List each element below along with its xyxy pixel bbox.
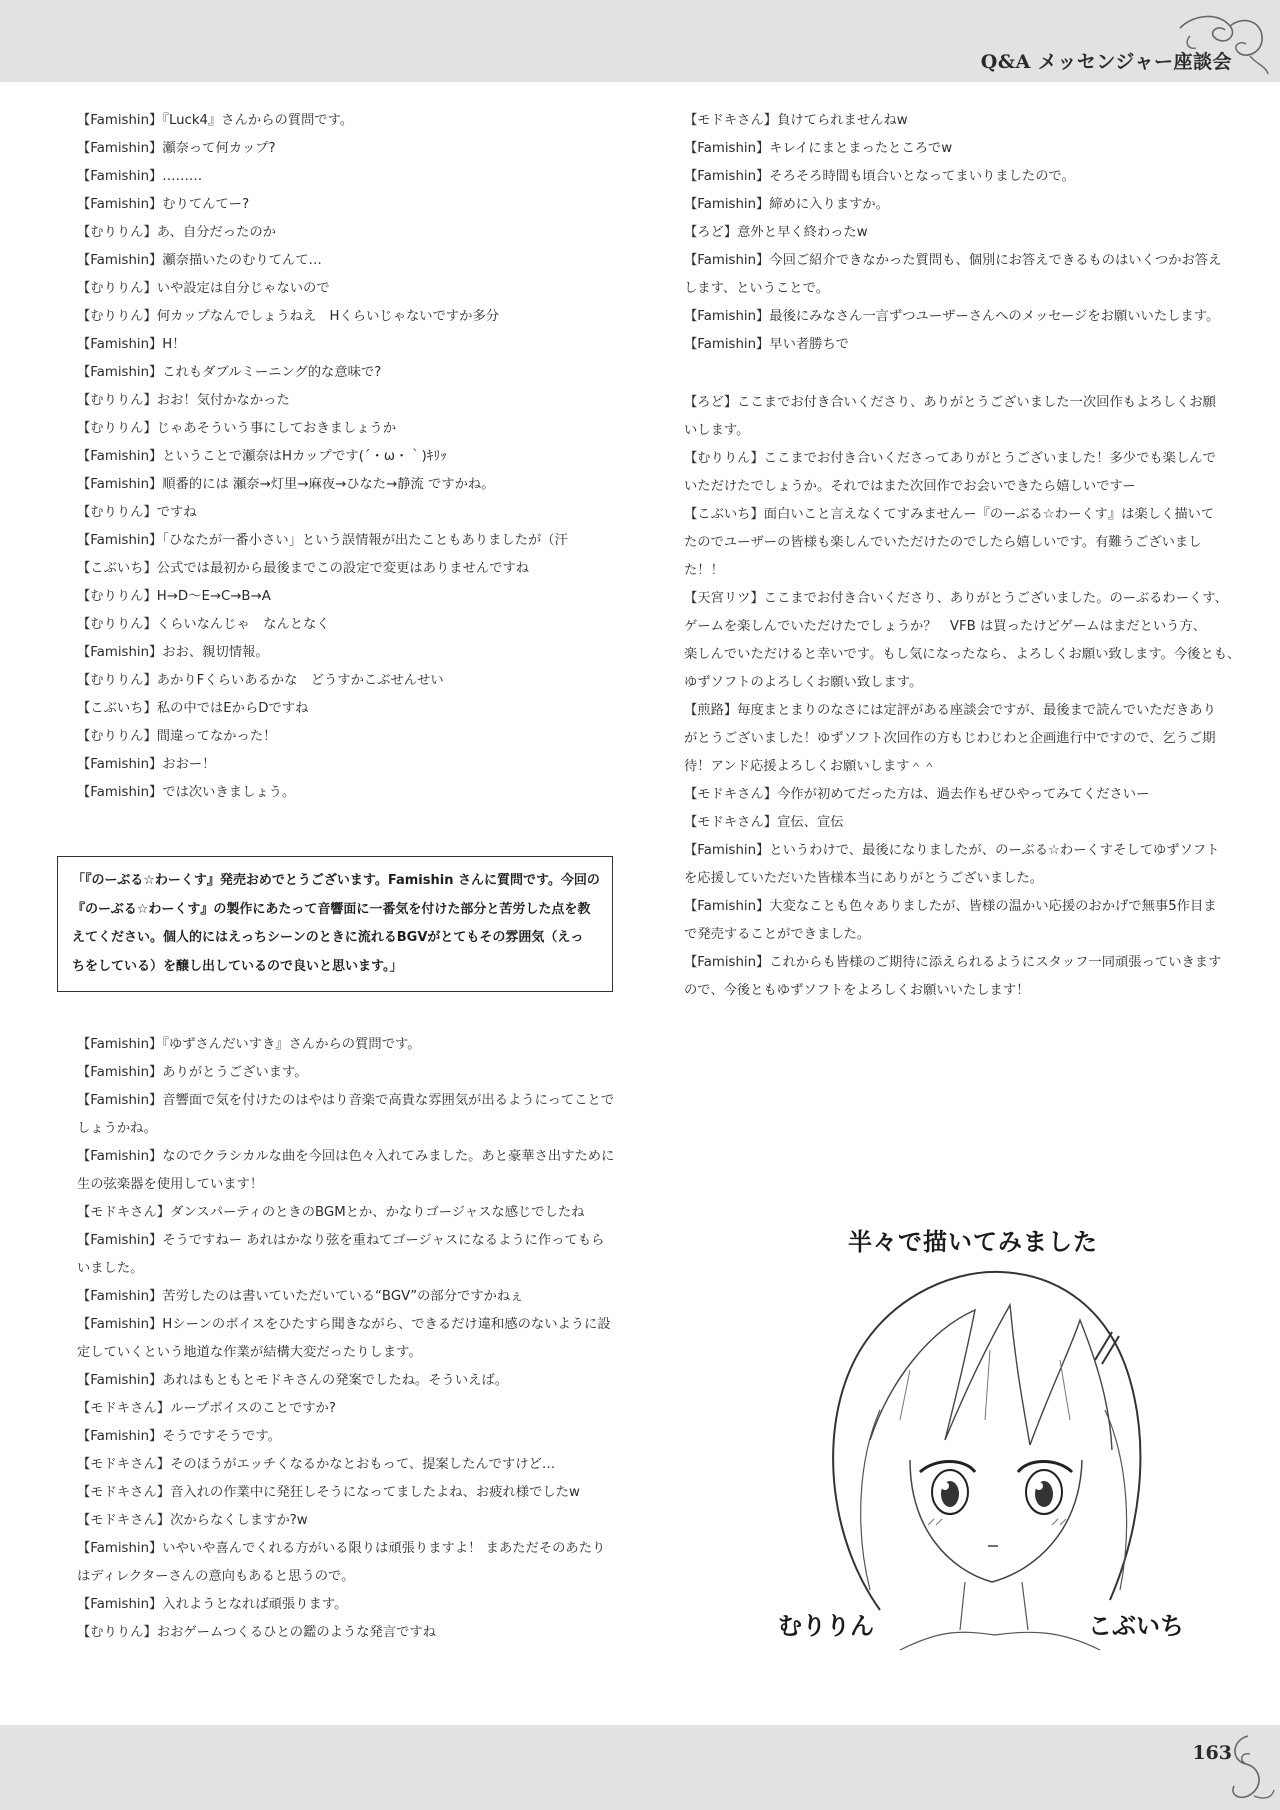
dialogue-line: 【Famishin】これもダブルミーニング的な意味で? — [77, 365, 382, 380]
dialogue-line: 【むりりん】間違ってなかった！ — [77, 729, 277, 744]
dialogue-line: いします。 — [684, 423, 750, 438]
dialogue-line: 【モドキさん】次からなくしますか?w — [77, 1513, 308, 1528]
dialogue-line: 【むりりん】ここまでお付き合いくださってありがとうございました！多少でも楽しんで — [684, 451, 1216, 466]
character-sketch-image — [760, 1210, 1200, 1670]
dialogue-line: 【Famishin】あれはもともとモドキさんの発案でしたね。そういえば。 — [77, 1373, 509, 1388]
dialogue-line: 【天宮リツ】ここまでお付き合いくださり、ありがとうございました。のーぶるわーくす、 — [684, 591, 1228, 606]
dialogue-line: 【むりりん】おお！気付かなかった — [77, 393, 290, 408]
dialogue-line: 【Famishin】では次いきましょう。 — [77, 785, 296, 800]
dialogue-line: 【モドキさん】宣伝、宣伝 — [684, 815, 844, 830]
dialogue-line: 【こぶいち】面白いこと言えなくてすみませんー『のーぶる☆わーくす』は楽しく描いて — [684, 507, 1215, 522]
dialogue-line: たのでユーザーの皆様も楽しんでいただけたのでしたら嬉しいです。有難うございまし — [684, 535, 1202, 550]
artist-name-right: こぶいち — [1088, 1611, 1184, 1640]
dialogue-line: 【モドキさん】そのほうがエッチくなるかなとおもって、提案したんですけど… — [77, 1457, 556, 1472]
dialogue-line: がとうございました！ゆずソフト次回作の方もじわじわと企画進行中ですので、乞うご期 — [684, 731, 1216, 746]
dialogue-line: 【むりりん】あかりFくらいあるかな どうすかこぶせんせい — [77, 673, 444, 688]
dialogue-line: 【Famishin】順番的には 瀬奈→灯里→麻夜→ひなた→静流 ですかね。 — [77, 477, 495, 492]
dialogue-line: 【こぶいち】私の中ではEからDですね — [77, 701, 309, 716]
dialogue-line: します、ということで。 — [684, 281, 829, 296]
dialogue-line: 【Famishin】キレイにまとまったところでw — [684, 141, 953, 156]
dialogue-line: 【Famishin】いやいや喜んでくれる方がいる限りは頑張りますよ！ まあただそのあたり — [77, 1541, 606, 1556]
dialogue-line: 【むりりん】ですね — [77, 505, 197, 520]
footer-band — [0, 1725, 1280, 1810]
dialogue-line: 【モドキさん】ダンスパーティのときのBGMとか、かなりゴージャスな感じでしたね — [77, 1205, 585, 1220]
dialogue-line: 【Famishin】今回ご紹介できなかった質問も、個別にお答えできるものはいくつかお答え — [684, 253, 1222, 268]
dialogue-line: 【Famishin】締めに入りますか。 — [684, 197, 889, 212]
dialogue-line: 【モドキさん】今作が初めてだった方は、過去作もぜひやってみてくださいー — [684, 787, 1150, 802]
dialogue-line: 【むりりん】くらいなんじゃ なんとなく — [77, 617, 330, 632]
dialogue-line: 【Famishin】早い者勝ちで — [684, 337, 849, 352]
footer-ornament-icon — [1218, 1730, 1278, 1806]
dialogue-line: 【むりりん】H→D〜E→C→B→A — [77, 589, 271, 604]
dialogue-line: 【モドキさん】負けてられませんねw — [684, 113, 908, 128]
question-line: 『のーぶる☆わーくす』の製作にあたって音響面に一番気を付けた部分と苦労した点を教 — [72, 901, 591, 917]
dialogue-line: 【Famishin】ということで瀬奈はHカップです(´・ω・｀)ｷﾘｯ — [77, 449, 447, 464]
dialogue-line: 【ろど】ここまでお付き合いくださり、ありがとうございました一次回作もよろしくお願 — [684, 395, 1216, 410]
dialogue-line: 【Famishin】そろそろ時間も頃合いとなってまいりましたので。 — [684, 169, 1075, 184]
dialogue-line: 【Famishin】……… — [77, 169, 203, 184]
dialogue-line: 【Famishin】これからも皆様のご期待に添えられるようにスタッフ一同頑張っていきます — [684, 955, 1222, 970]
dialogue-line: 【Famishin】Hシーンのボイスをひたすら聞きながら、できるだけ違和感のないように設 — [77, 1317, 611, 1332]
dialogue-line: しょうかね。 — [77, 1121, 157, 1136]
dialogue-line: 【Famishin】瀬奈描いたのむりてんて… — [77, 253, 322, 268]
dialogue-line: 【Famishin】おお、親切情報。 — [77, 645, 269, 660]
dialogue-line: 待！アンド応援よろしくお願いします＾＾ — [684, 759, 937, 774]
illustration-caption: 半々で描いてみました — [848, 1227, 1098, 1256]
dialogue-line: ので、今後ともゆずソフトをよろしくお願いいたします！ — [684, 983, 1030, 998]
dialogue-line: で発売することができました。 — [684, 927, 871, 942]
left-column-bottom — [77, 1031, 622, 1647]
dialogue-line: 【Famishin】むりてんてー? — [77, 197, 250, 212]
left-column-top — [77, 107, 622, 807]
dialogue-line: 【むりりん】じゃあそういう事にしておきましょうか — [77, 421, 397, 436]
dialogue-line: た！！ — [684, 563, 724, 578]
dialogue-line: 【Famishin】『Luck4』さんからの質問です。 — [77, 113, 354, 128]
dialogue-line: 【Famishin】おおー！ — [77, 757, 216, 772]
dialogue-line: 楽しんでいただけると幸いです。もし気になったなら、よろしくお願い致します。今後とも、 — [684, 647, 1241, 662]
right-column-top — [684, 107, 1229, 359]
dialogue-line: 【Famishin】入れようとなれば頑張ります。 — [77, 1597, 348, 1612]
dialogue-line: 【Famishin】そうですそうです。 — [77, 1429, 281, 1444]
question-line: えてください。個人的にはえっちシーンのときに流れるBGVがとてもその雰囲気（えっ — [72, 930, 584, 945]
artist-name-left: むりりん — [778, 1611, 874, 1640]
dialogue-line: 【Famishin】「ひなたが一番小さい」という誤情報が出たこともありましたが（汗 — [77, 533, 568, 548]
dialogue-line: 【Famishin】というわけで、最後になりましたが、のーぶる☆わーくすそしてゆずソフト — [684, 843, 1220, 858]
dialogue-line: 【Famishin】『ゆずさんだいすき』さんからの質問です。 — [77, 1037, 421, 1052]
dialogue-line: 【Famishin】そうですねー あれはかなり弦を重ねてゴージャスになるように作ってもら — [77, 1233, 605, 1248]
question-line: ちをしている）を醸し出しているので良いと思います。」 — [72, 958, 403, 974]
dialogue-line: いただけたでしょうか。それではまた次回作でお会いできたら嬉しいですー — [684, 479, 1136, 494]
dialogue-line: 【煎路】毎度まとまりのなさには定評がある座談会ですが、最後まで読んでいただきあり — [684, 703, 1216, 718]
dialogue-line: 【Famishin】苦労したのは書いていただいている“BGV”の部分ですかねぇ — [77, 1289, 524, 1304]
dialogue-line: ゲームを楽しんでいただけたでしょうか？ VFB は買ったけどゲームはまだという方、 — [684, 619, 1207, 634]
page-header-title: Q&A メッセンジャー座談会 — [980, 51, 1232, 73]
dialogue-line: 【むりりん】あ、自分だったのか — [77, 225, 276, 240]
dialogue-line: 【モドキさん】ループボイスのことですか? — [77, 1401, 336, 1416]
dialogue-line: ゆずソフトのよろしくお願い致します。 — [684, 675, 923, 690]
question-box — [57, 856, 613, 992]
dialogue-line: 【Famishin】なのでクラシカルな曲を今回は色々入れてみました。あと豪華さ出すために — [77, 1149, 615, 1164]
dialogue-line: を応援していただいた皆様本当にありがとうございました。 — [684, 871, 1044, 886]
dialogue-line: 定していくという地道な作業が結構大変だったりします。 — [77, 1345, 422, 1360]
dialogue-line: 【Famishin】ありがとうございます。 — [77, 1065, 308, 1080]
dialogue-line: 生の弦楽器を使用しています！ — [77, 1177, 264, 1192]
dialogue-line: 【Famishin】瀬奈って何カップ? — [77, 141, 276, 156]
page-number: 163 — [1192, 1742, 1232, 1764]
dialogue-line: 【Famishin】H！ — [77, 337, 186, 352]
dialogue-line: 【むりりん】おおゲームつくるひとの鑑のような発言ですね — [77, 1625, 437, 1640]
question-line: 「『のーぶる☆わーくす』発売おめでとうございます。Famishin さんに質問です。今回の — [72, 873, 600, 888]
dialogue-line: 【むりりん】いや設定は自分じゃないので — [77, 281, 330, 296]
dialogue-line: はディレクターさんの意向もあると思うので。 — [77, 1569, 355, 1584]
dialogue-line: 【ろど】意外と早く終わったw — [684, 225, 868, 240]
dialogue-line: 【Famishin】音響面で気を付けたのはやはり音楽で高貴な雰囲気が出るようにってことで — [77, 1093, 615, 1108]
dialogue-line: 【むりりん】何カップなんでしょうねえ Hくらいじゃないですか多分 — [77, 309, 500, 324]
right-column-bottom — [684, 389, 1241, 1005]
dialogue-line: 【Famishin】最後にみなさん一言ずつユーザーさんへのメッセージをお願いいたします。 — [684, 309, 1220, 324]
dialogue-line: いました。 — [77, 1261, 144, 1276]
dialogue-line: 【こぶいち】公式では最初から最後までこの設定で変更はありませんですね — [77, 561, 530, 576]
dialogue-line: 【Famishin】大変なことも色々ありましたが、皆様の温かい応援のおかげで無事5作目ま — [684, 899, 1217, 914]
dialogue-line: 【モドキさん】音入れの作業中に発狂しそうになってましたよね、お疲れ様でしたw — [77, 1485, 580, 1500]
